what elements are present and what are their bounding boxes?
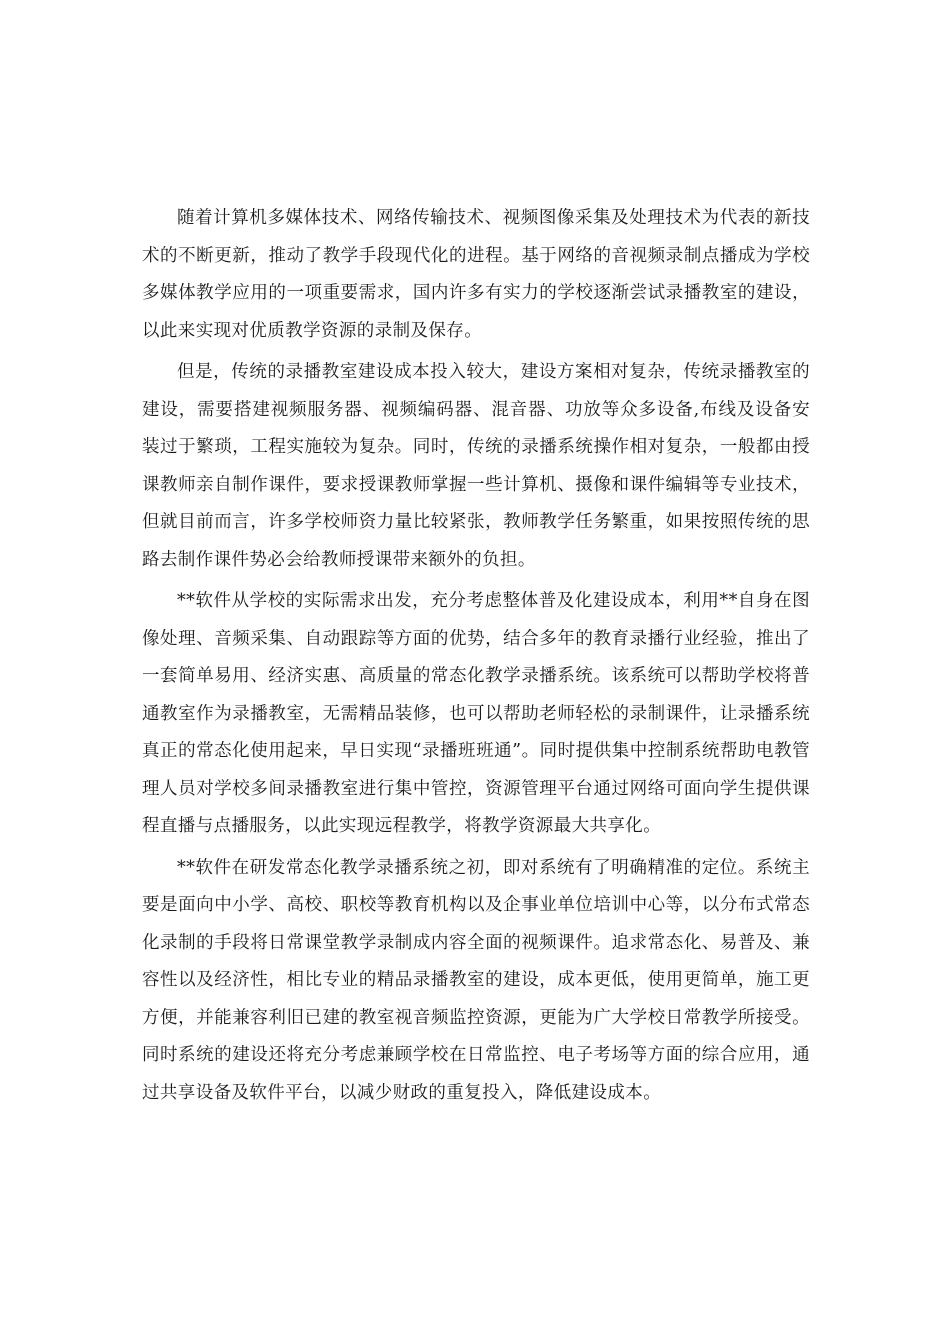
paragraph-2: 但是，传统的录播教室建设成本投入较大，建设方案相对复杂，传统录播教室的建设，需要搭建视频服务器、视频编码器、混音器、功放等众多设备,布线及设备安装过于繁琐，工程实施较为复杂。同时，传统的录播系统操作相对复杂，一般都由授课教师亲自制作课件，要求授课教师掌握一些计算机、摄像和课件编辑等专业技术，但就目前而言，许多学校师资力量比较紧张，教师教学任务繁重，如果按照传统的思路去制作课件势必会给教师授课带来额外的负担。 [142, 362, 810, 570]
paragraph-4: **软件在研发常态化教学录播系统之初，即对系统有了明确精准的定位。系统主要是面向中小学、高校、职校等教育机构以及企事业单位培训中心等，以分布式常态化录制的手段将日常课堂教学录制成内容全面的视频课件。追求常态化、易普及、兼容性以及经济性，相比专业的精品录播教室的建设，成本更低，使用更简单，施工更方便，并能兼容利旧已建的教室视音频监控资源，更能为广大学校日常教学所接受。同时系统的建设还将充分考虑兼顾学校在日常监控、电子考场等方面的综合应用，通过共享设备及软件平台，以减少财政的重复投入，降低建设成本。 [142, 857, 810, 1103]
paragraph-1: 随着计算机多媒体技术、网络传输技术、视频图像采集及处理技术为代表的新技术的不断更新，推动了教学手段现代化的进程。基于网络的音视频录制点播成为学校多媒体教学应用的一项重要需求，国内许多有实力的学校逐渐尝试录播教室的建设，以此来实现对优质教学资源的录制及保存。 [142, 208, 810, 341]
paragraph-3: **软件从学校的实际需求出发，充分考虑整体普及化建设成本，利用**自身在图像处理、音频采集、自动跟踪等方面的优势，结合多年的教育录播行业经验，推出了一套简单易用、经济实惠、高质量的常态化教学录播系统。该系统可以帮助学校将普通教室作为录播教室，无需精品装修，也可以帮助老师轻松的录制课件，让录播系统真正的常态化使用起来，早日实现“录播班班通”。同时提供集中控制系统帮助电教管理人员对学校多间录播教室进行集中管控，资源管理平台通过网络可面向学生提供课程直播与点播服务，以此实现远程教学，将教学资源最大共享化。 [142, 591, 810, 836]
document-body [142, 200, 810, 1116]
